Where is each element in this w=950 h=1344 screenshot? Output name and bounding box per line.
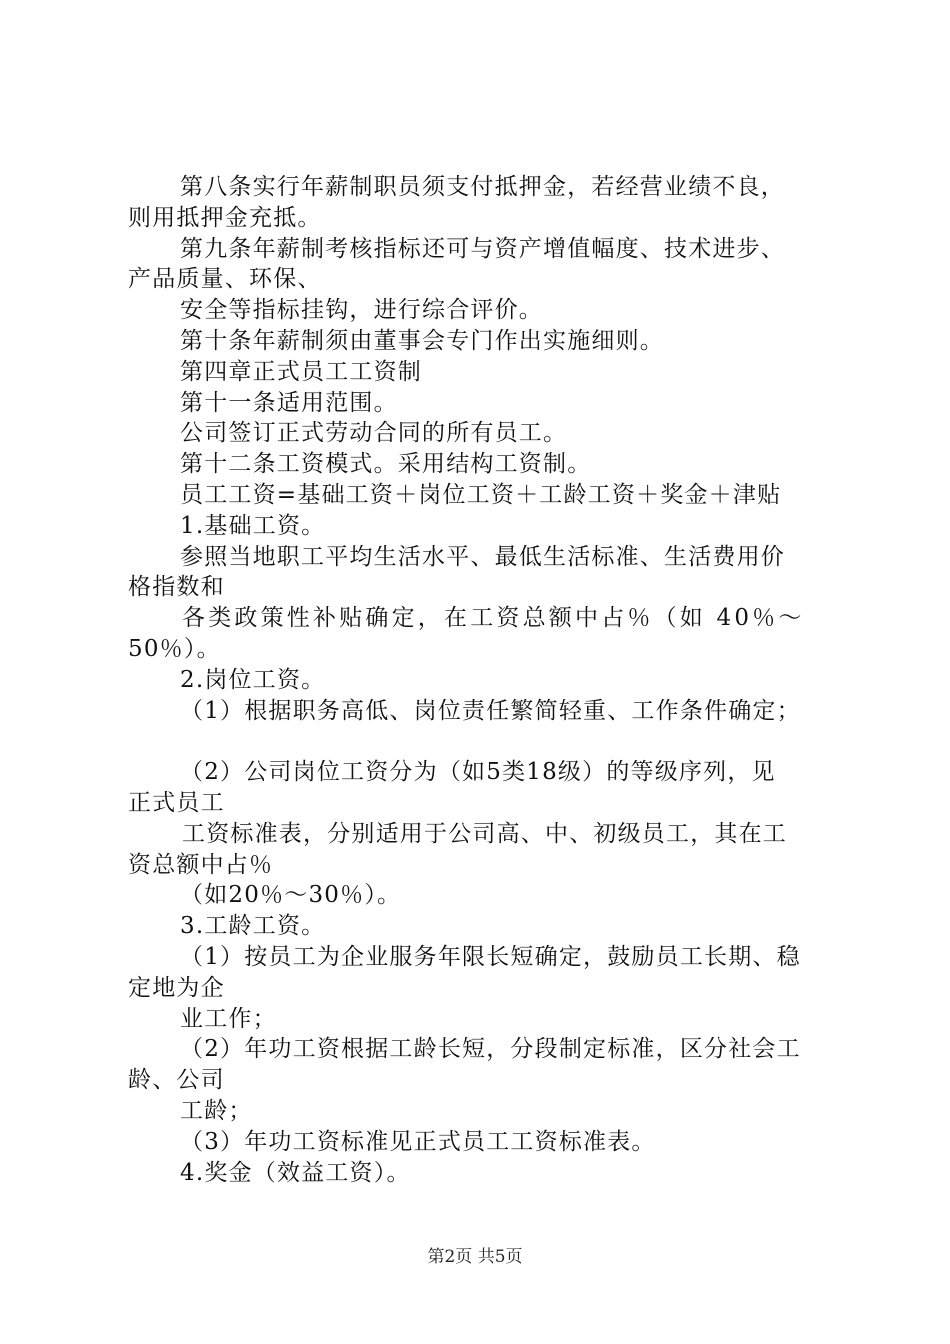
paragraph-line: 参照当地职工平均生活水平、最低生活标准、生活费用价 — [180, 543, 785, 570]
page-footer: 第2页 共5页 — [427, 1247, 523, 1267]
blank-line — [128, 726, 838, 757]
paragraph-line: 2.岗位工资。 — [180, 666, 326, 693]
paragraph-line: 1.基础工资。 — [180, 512, 326, 539]
paragraph-line: 工资标准表，分别适用于公司高、中、初级员工，其在工 — [182, 820, 787, 847]
paragraph-line: 业工作； — [180, 1005, 277, 1032]
paragraph-line: 4.奖金（效益工资）。 — [180, 1159, 411, 1186]
paragraph-line: （2）年功工资根据工龄长短，分段制定标准，区分社会工 — [180, 1036, 801, 1063]
document-body — [128, 172, 838, 1188]
paragraph-line: 第十条年薪制须由董事会专门作出实施细则。 — [180, 327, 664, 354]
paragraph-line: 龄、公司 — [128, 1067, 225, 1094]
paragraph-line: （2）公司岗位工资分为（如5类18级）的等级序列，见 — [180, 759, 776, 786]
paragraph-line: （如20％～30％）。 — [180, 882, 402, 909]
paragraph-line: 工龄； — [180, 1097, 253, 1124]
paragraph-line: 格指数和 — [128, 574, 225, 601]
paragraph-line: 则用抵押金充抵。 — [128, 204, 322, 231]
paragraph-line: 50％）。 — [128, 635, 221, 662]
paragraph-line: 第八条实行年薪制职员须支付抵押金，若经营业绩不良， — [180, 174, 785, 200]
paragraph-line: 公司签订正式劳动合同的所有员工。 — [180, 420, 568, 447]
paragraph-line: 各类政策性补贴确定，在工资总额中占％（如 40％～ — [182, 605, 805, 632]
paragraph-line: 第十一条适用范围。 — [180, 389, 398, 416]
paragraph-line: 员工工资=基础工资＋岗位工资＋工龄工资＋奖金＋津贴 — [180, 481, 782, 508]
paragraph-line: （1）按员工为企业服务年限长短确定，鼓励员工长期、稳 — [180, 943, 801, 970]
paragraph-line: 产品质量、环保、 — [128, 266, 322, 293]
paragraph-line: 第九条年薪制考核指标还可与资产增值幅度、技术进步、 — [180, 235, 785, 262]
paragraph-line: 安全等指标挂钩，进行综合评价。 — [180, 297, 543, 324]
paragraph-line: （1）根据职务高低、岗位责任繁简轻重、工作条件确定； — [180, 697, 801, 724]
paragraph-line: 正式员工 — [128, 789, 225, 816]
paragraph-line: （3）年功工资标准见正式员工工资标准表。 — [180, 1128, 656, 1155]
paragraph-line: 定地为企 — [128, 974, 225, 1001]
paragraph-line: 3.工龄工资。 — [180, 913, 326, 940]
paragraph-line: 资总额中占％ — [128, 851, 274, 878]
paragraph-line: 第十二条工资模式。采用结构工资制。 — [180, 451, 592, 478]
paragraph-line: 第四章正式员工工资制 — [180, 358, 422, 385]
